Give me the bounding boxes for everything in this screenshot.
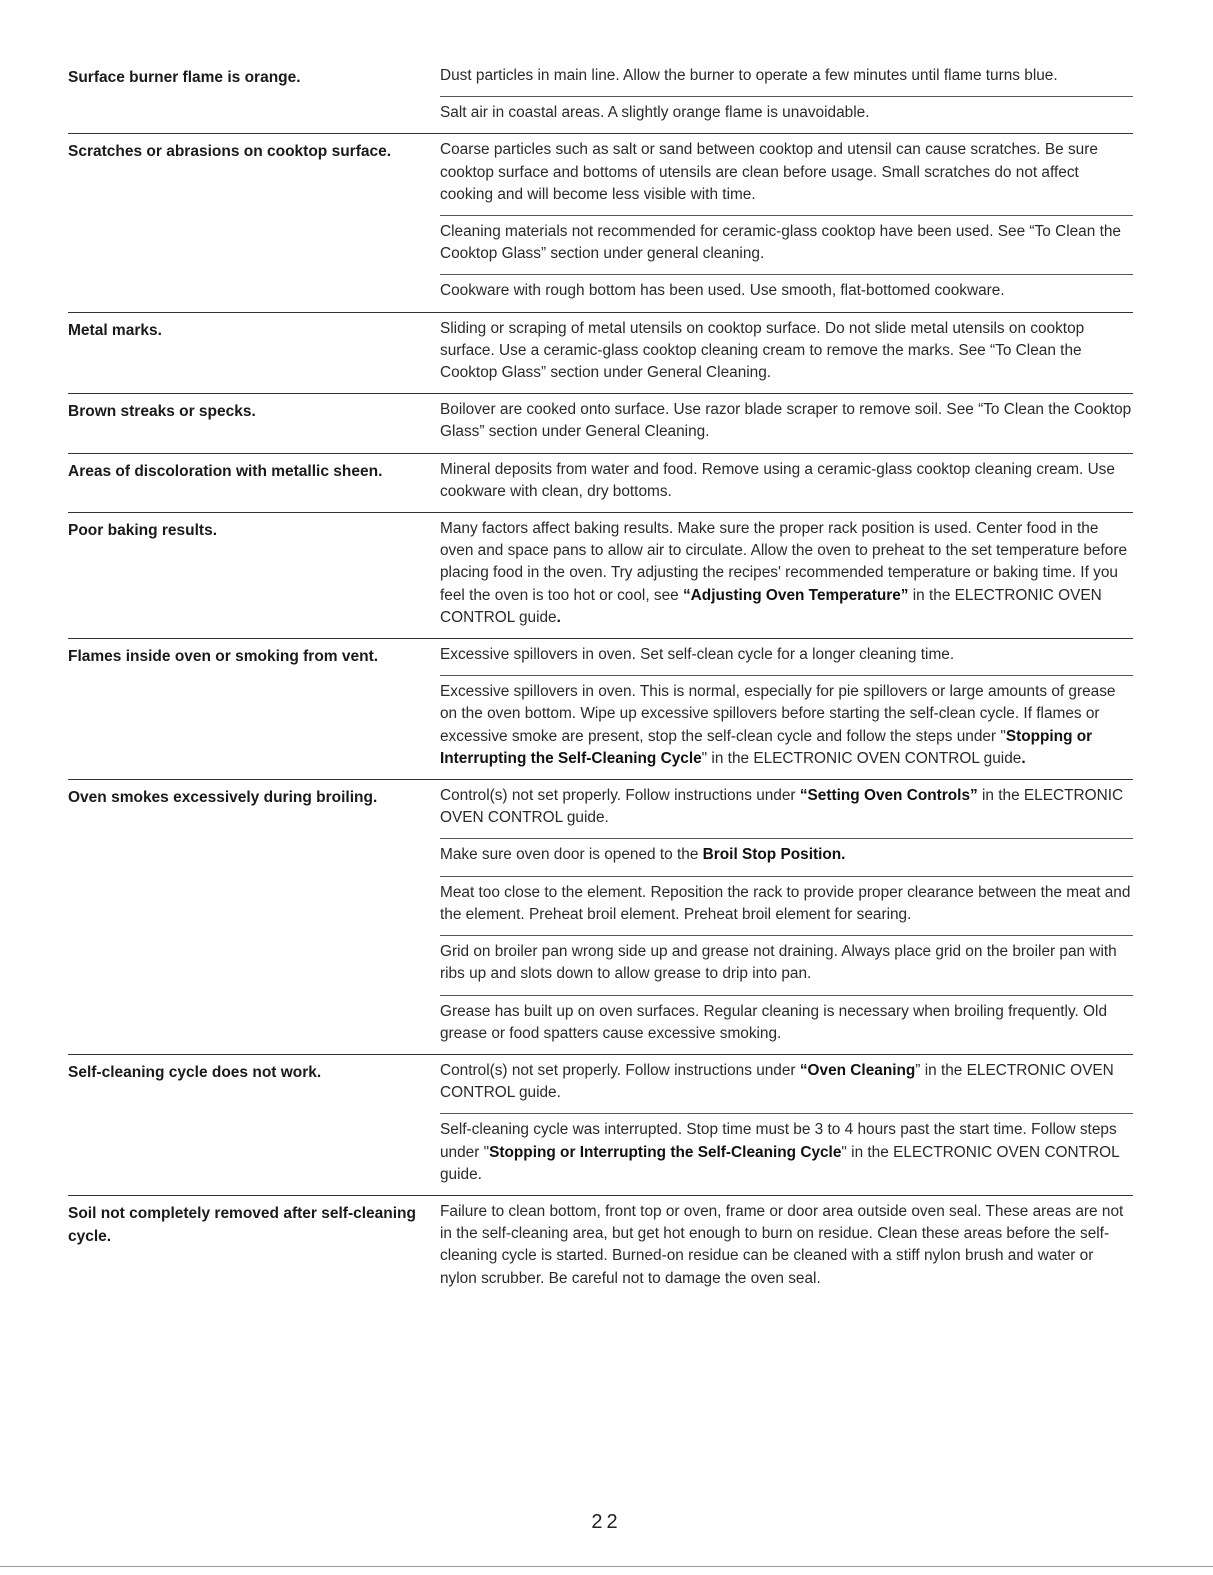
solution-text: Control(s) not set properly. Follow instructions under “Oven Cleaning” in the ELECTRONIC OVEN CONTROL guide. (440, 1055, 1133, 1114)
solutions-list (440, 513, 1133, 638)
problem-row (68, 60, 1133, 134)
problem-title: Surface burner flame is orange. (68, 69, 301, 86)
problem-title: Areas of discoloration with metallic sheen. (68, 462, 383, 480)
solutions-list (440, 639, 1133, 779)
solution-text: Grid on broiler pan wrong side up and grease not draining. Always place grid on the broiler pan with ribs up and slots down to allow grease to drip into pan. (440, 936, 1133, 995)
problem-title: Poor baking results. (68, 522, 218, 540)
problem-row (68, 1055, 1133, 1196)
page-bottom-rule (0, 1566, 1213, 1567)
solutions-list (440, 134, 1133, 311)
problem-row (68, 513, 1133, 639)
solution-text: Make sure oven door is opened to the Broil Stop Position. (440, 839, 1133, 876)
solution-text: Cleaning materials not recommended for ceramic-glass cooktop have been used. See “To Clean the Cooktop Glass” section under general cleaning. (440, 216, 1133, 275)
solution-text: Control(s) not set properly. Follow instructions under “Setting Oven Controls” in the ELECTRONIC OVEN CONTROL guide. (440, 780, 1133, 839)
solutions-list (440, 394, 1133, 452)
problem-title: Soil not completely removed after self-cleaning cycle. (68, 1204, 416, 1245)
solution-text: Self-cleaning cycle was interrupted. Stop time must be 3 to 4 hours past the start time. Follow steps under "Stopping or Interrupting the Self-Cleaning Cycle" in the ELECTRONIC OVEN CONTROL guide. (440, 1121, 1120, 1183)
solutions-list (440, 1196, 1133, 1299)
problem-row (68, 639, 1133, 780)
problem-row (68, 313, 1133, 395)
problem-title: Brown streaks or specks. (68, 403, 256, 421)
solution-text: Dust particles in main line. Allow the burner to operate a few minutes until flame turns blue. (440, 60, 1133, 97)
solutions-list (440, 780, 1133, 1054)
troubleshooting-table (68, 60, 1133, 1299)
solution-text: Excessive spillovers in oven. This is normal, especially for pie spillovers or large amounts of grease on the oven bottom. Wipe up excessive spillovers before starting the self-clean cycle. If flames or excessive smoke are present, stop the self-clean cycle and follow the steps under "Stopping or Interrupting the Self-Cleaning Cycle" in the ELECTRONIC OVEN CONTROL guide. (440, 683, 1116, 767)
problem-title: Oven smokes excessively during broiling. (68, 789, 378, 807)
solution-text: Meat too close to the element. Reposition the rack to provide proper clearance between the meat and the element. Preheat broil element. Preheat broil element for searing. (440, 877, 1133, 936)
solution-text: Sliding or scraping of metal utensils on cooktop surface. Do not slide metal utensils on cooktop surface. Use a ceramic-glass cooktop cleaning cream to remove the marks. See “To Clean the Cooktop Glass” section under General Cleaning. (440, 319, 1085, 382)
solutions-list (440, 313, 1133, 394)
problem-title: Scratches or abrasions on cooktop surface. (68, 143, 392, 161)
solution-text: Failure to clean bottom, front top or oven, frame or door area outside oven seal. These areas are not in the self-cleaning area, but get hot enough to burn on residue. Clean these areas before the self-cleaning cycle is started. Burned-on residue can be cleaned with a stiff nylon brush and water or nylon scrubber. Be careful not to damage the oven seal. (440, 1202, 1124, 1287)
problem-row (68, 134, 1133, 312)
solutions-list (440, 60, 1133, 133)
solution-text: Excessive spillovers in oven. Set self-clean cycle for a longer cleaning time. (440, 639, 1133, 676)
problem-title: Self-cleaning cycle does not work. (68, 1063, 322, 1081)
solution-text: Salt air in coastal areas. A slightly orange flame is unavoidable. (440, 104, 870, 122)
problem-row (68, 394, 1133, 453)
solutions-list (440, 1055, 1133, 1195)
problem-title: Flames inside oven or smoking from vent. (68, 648, 379, 666)
problem-row (68, 1196, 1133, 1299)
solutions-list (440, 454, 1133, 512)
solution-text: Boilover are cooked onto surface. Use razor blade scraper to remove soil. See “To Clean the Cooktop Glass” section under General Cleaning. (440, 401, 1132, 441)
problem-row (68, 454, 1133, 513)
solution-text: Cookware with rough bottom has been used. Use smooth, flat-bottomed cookware. (440, 282, 1005, 300)
page-number: 22 (591, 1511, 622, 1533)
solution-text: Coarse particles such as salt or sand between cooktop and utensil can cause scratches. Be sure cooktop surface and bottoms of utensils are clean before usage. Small scratches do not affect cooking and will become less visible with time. (440, 134, 1133, 216)
solution-text: Many factors affect baking results. Make sure the proper rack position is used. Center food in the oven and space pans to allow air to circulate. Allow the oven to preheat to the set temperature before placing food in the oven. Try adjusting the recipes' recommended temperature or baking time. If you feel the oven is too hot or cool, see “Adjusting Oven Temperature” in the ELECTRONIC OVEN CONTROL guide. (440, 520, 1128, 626)
problem-row (68, 780, 1133, 1055)
problem-title: Metal marks. (68, 321, 162, 339)
solution-text: Mineral deposits from water and food. Remove using a ceramic-glass cooktop cleaning cream. Use cookware with clean, dry bottoms. (440, 460, 1115, 500)
solution-text: Grease has built up on oven surfaces. Regular cleaning is necessary when broiling frequently. Old grease or food spatters cause excessive smoking. (440, 1002, 1108, 1042)
